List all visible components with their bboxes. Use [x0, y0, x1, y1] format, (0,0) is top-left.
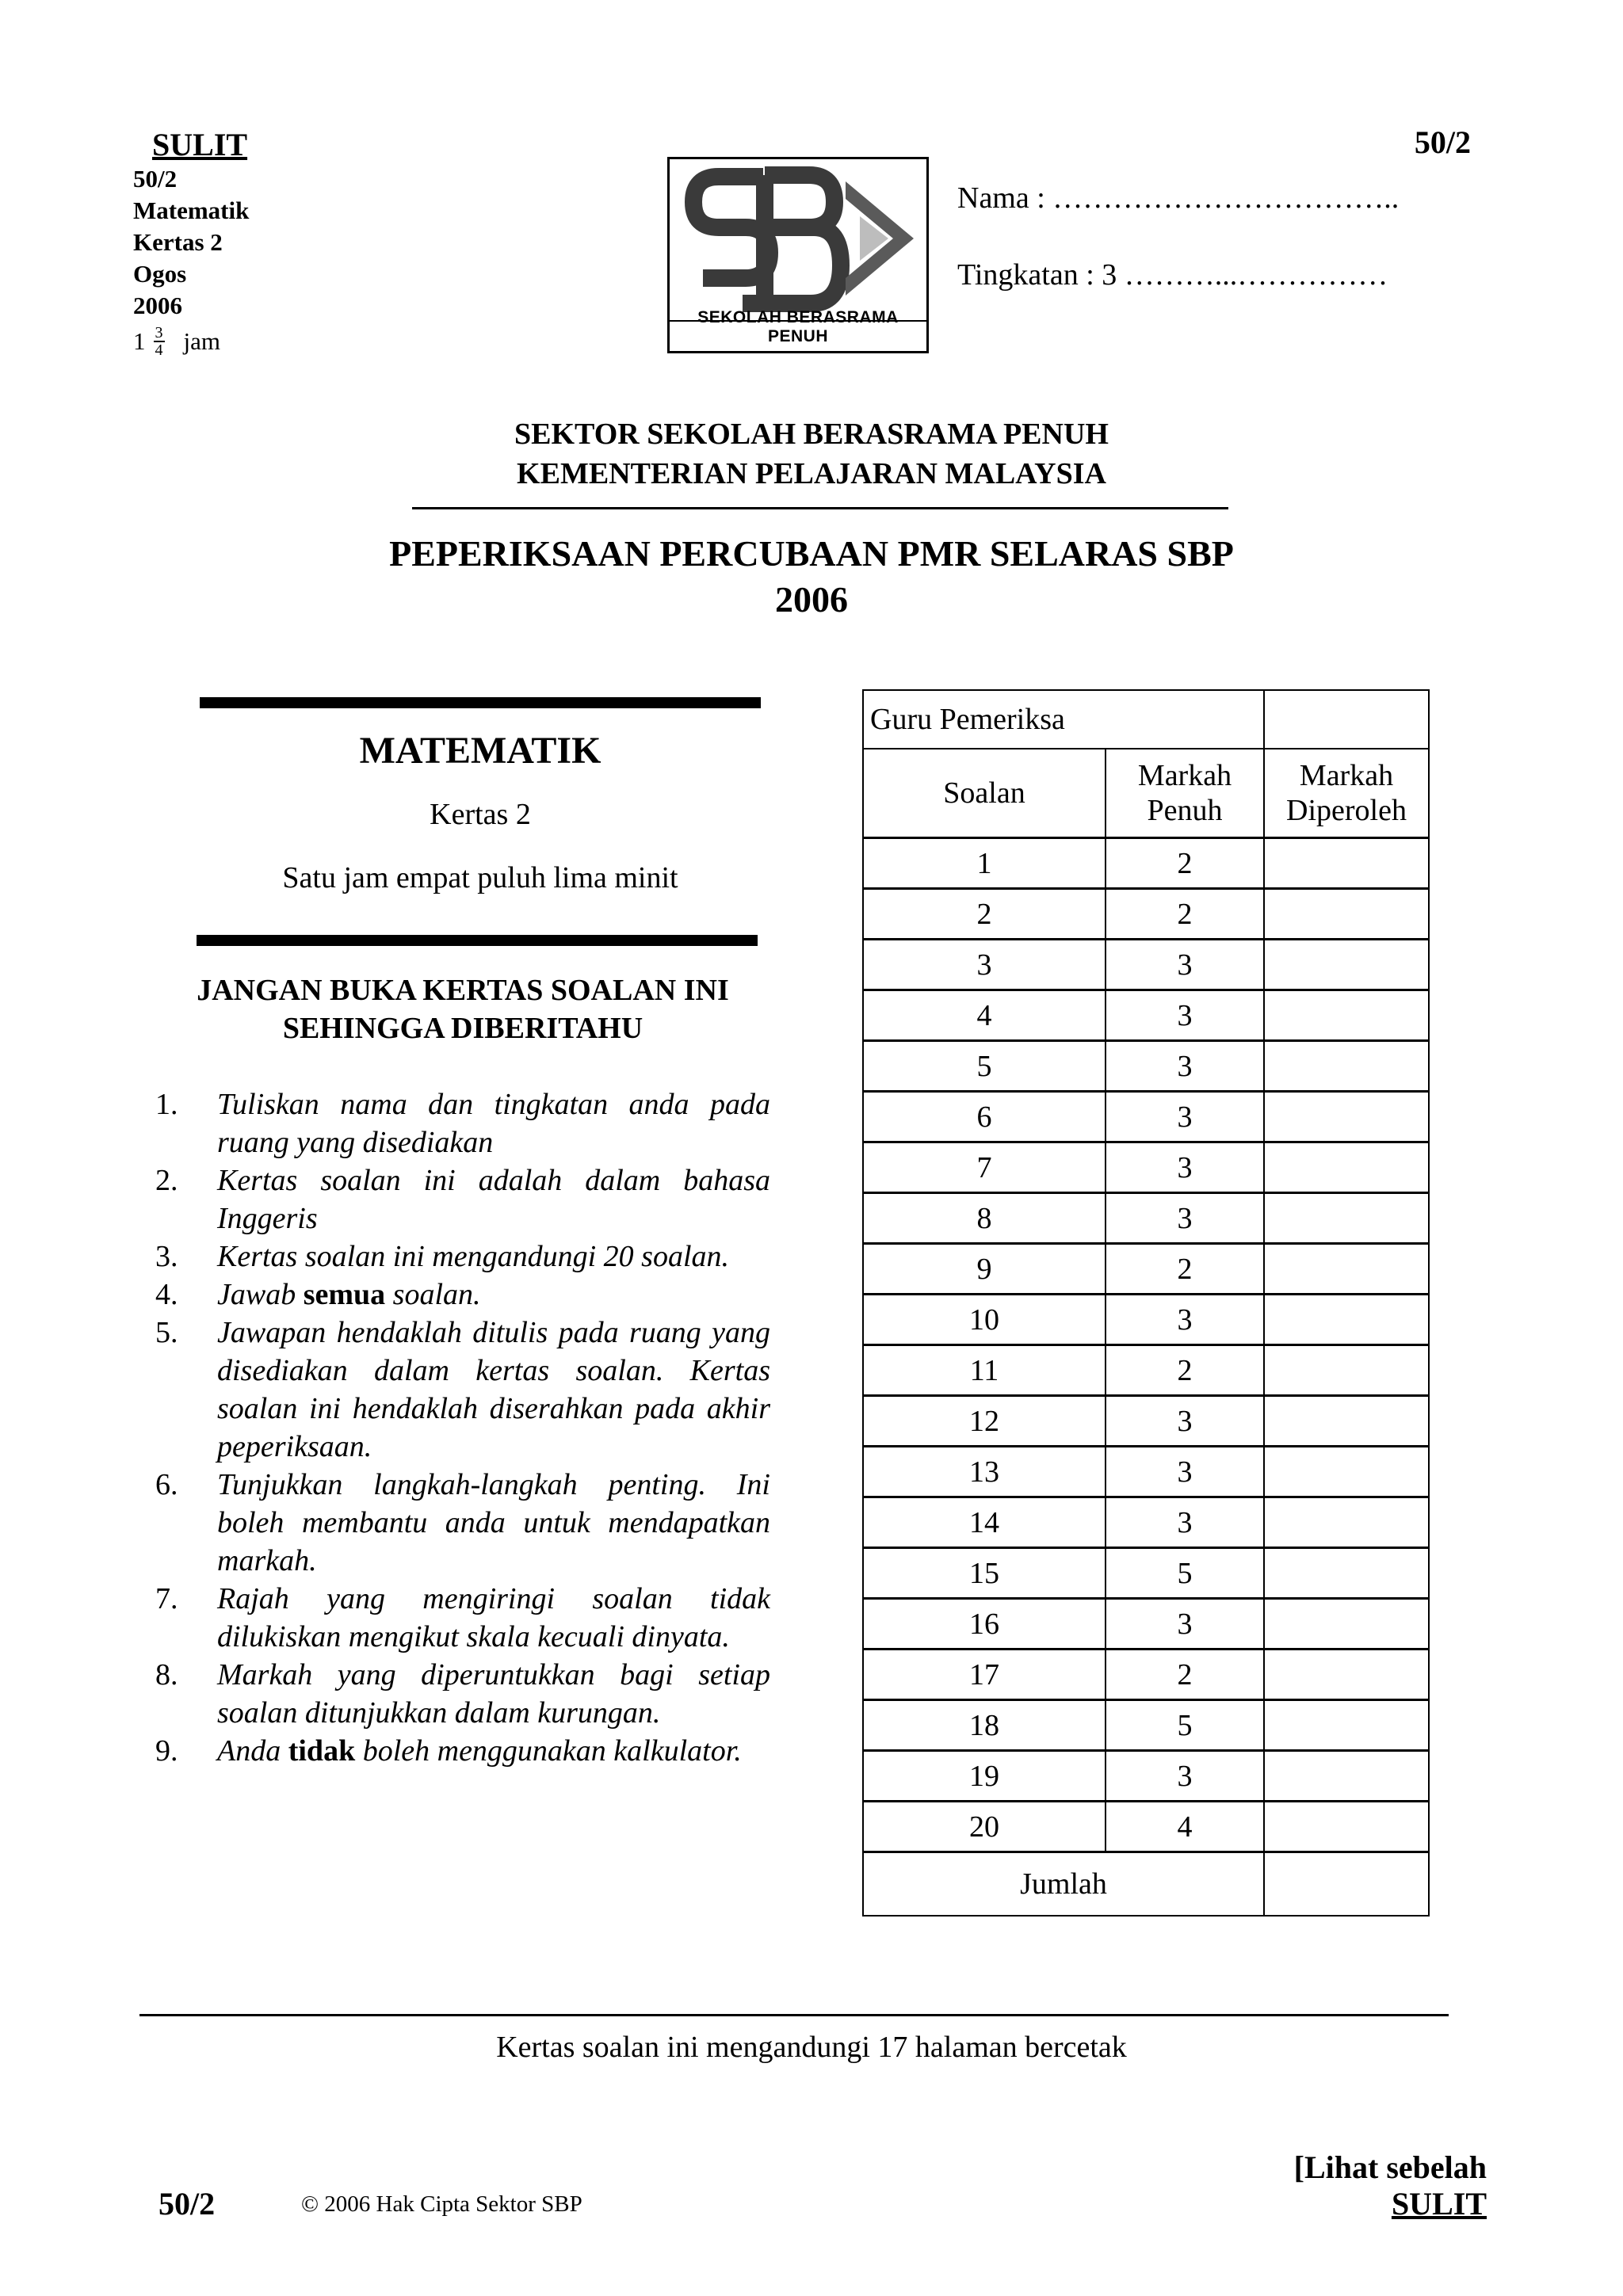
full-marks-value: 3 [1106, 1041, 1264, 1092]
table-row [863, 1142, 1429, 1193]
question-number: 3 [863, 940, 1106, 990]
full-marks-value: 3 [1106, 1295, 1264, 1345]
marks-obtained-field[interactable] [1264, 1193, 1429, 1244]
instruction-item [155, 1732, 770, 1770]
full-marks-value: 2 [1106, 838, 1264, 889]
marks-obtained-field[interactable] [1264, 1447, 1429, 1497]
table-row [863, 1447, 1429, 1497]
ministry-title: KEMENTERIAN PELAJARAN MALAYSIA [517, 457, 1106, 490]
instruction-text-bold: semua [303, 1278, 386, 1311]
table-row [863, 1295, 1429, 1345]
instruction-text: Kertas soalan ini adalah dalam bahasa Inggeris [217, 1164, 770, 1235]
title-divider [412, 507, 1228, 509]
instruction-text: Markah yang diperuntukkan bagi setiap soalan ditunjukkan dalam kurungan. [217, 1658, 770, 1730]
question-number: 15 [863, 1548, 1106, 1599]
marks-obtained-field[interactable] [1264, 838, 1429, 889]
full-marks-value: 5 [1106, 1548, 1264, 1599]
instruction-item [155, 1466, 770, 1580]
question-number: 6 [863, 1092, 1106, 1142]
full-marks-value: 3 [1106, 1193, 1264, 1244]
sbp-logo [667, 157, 929, 353]
full-marks-value: 3 [1106, 1092, 1264, 1142]
question-number: 17 [863, 1650, 1106, 1700]
table-row [863, 1396, 1429, 1447]
table-row [863, 1497, 1429, 1548]
instruction-text-bold: tidak [288, 1734, 356, 1768]
duration-text: Satu jam empat puluh lima minit [282, 861, 678, 894]
marks-obtained-field[interactable] [1264, 1295, 1429, 1345]
see-next-page: [Lihat sebelah [1293, 2149, 1487, 2185]
name-field-line: Nama : …………………………….. [957, 181, 1400, 215]
marks-obtained-field[interactable] [1264, 1092, 1429, 1142]
marks-obtained-field[interactable] [1264, 1650, 1429, 1700]
full-marks-value: 2 [1106, 1650, 1264, 1700]
instructions-list [155, 1085, 770, 1770]
header-info [133, 127, 249, 361]
instruction-text: Jawapan hendaklah ditulis pada ruang yang disediakan dalam kertas soalan. Kertas soalan ini hendaklah diserahkan pada akhir peperiksaan. [217, 1316, 770, 1463]
total-row [863, 1852, 1429, 1917]
instruction-number: 2. [155, 1164, 178, 1197]
question-number: 11 [863, 1345, 1106, 1396]
table-header-row [863, 749, 1429, 838]
full-marks-value: 2 [1106, 1345, 1264, 1396]
table-row [863, 1345, 1429, 1396]
examiner-row [863, 690, 1429, 749]
instruction-text-pre: Anda [217, 1734, 288, 1768]
marks-obtained-field[interactable] [1264, 1497, 1429, 1548]
subject-bar-top [200, 697, 761, 708]
instruction-text-post: boleh menggunakan kalkulator. [355, 1734, 742, 1768]
time-allowed [133, 322, 249, 361]
marks-obtained-field[interactable] [1264, 1751, 1429, 1802]
paper-code: 50/2 [133, 165, 178, 193]
question-number: 12 [863, 1396, 1106, 1447]
instruction-text [217, 1732, 770, 1770]
full-marks-value: 3 [1106, 940, 1264, 990]
question-number: 16 [863, 1599, 1106, 1650]
examiner-field[interactable] [1264, 690, 1429, 749]
time-unit: jam [183, 327, 220, 355]
full-marks-value: 3 [1106, 1396, 1264, 1447]
copyright-notice: © 2006 Hak Cipta Sektor SBP [301, 2191, 582, 2217]
exam-year: 2006 [133, 292, 182, 319]
column-header-marks-obtained: Markah Diperoleh [1264, 749, 1429, 838]
time-numerator: 3 [155, 324, 163, 341]
sector-title: SEKTOR SEKOLAH BERASRAMA PENUH [514, 418, 1109, 451]
instruction-text: Kertas soalan ini mengandungi 20 soalan. [217, 1240, 730, 1273]
warning-line-1: JANGAN BUKA KERTAS SOALAN INI [197, 974, 729, 1007]
logo-caption: SEKOLAH BERASRAMA PENUH [697, 308, 899, 345]
table-row [863, 990, 1429, 1041]
question-number: 5 [863, 1041, 1106, 1092]
instruction-item [155, 1085, 770, 1161]
marks-obtained-field[interactable] [1264, 889, 1429, 940]
form-field-line: Tingkatan : 3 ………...…………… [957, 258, 1388, 292]
question-number: 1 [863, 838, 1106, 889]
table-row [863, 1650, 1429, 1700]
question-number: 7 [863, 1142, 1106, 1193]
table-row [863, 1802, 1429, 1852]
table-row [863, 838, 1429, 889]
instruction-text [217, 1276, 770, 1314]
marks-obtained-field[interactable] [1264, 1548, 1429, 1599]
question-number: 19 [863, 1751, 1106, 1802]
question-number: 18 [863, 1700, 1106, 1751]
marks-obtained-field[interactable] [1264, 1345, 1429, 1396]
instruction-item [155, 1656, 770, 1732]
table-row [863, 940, 1429, 990]
total-label: Jumlah [863, 1852, 1264, 1917]
instruction-number: 5. [155, 1316, 178, 1349]
instruction-number: 6. [155, 1468, 178, 1501]
question-number: 20 [863, 1802, 1106, 1852]
subject-bar-bottom [197, 935, 758, 946]
exam-year-title: 2006 [775, 579, 848, 620]
marks-obtained-field[interactable] [1264, 1041, 1429, 1092]
table-row [863, 1041, 1429, 1092]
instruction-number: 3. [155, 1240, 178, 1273]
table-row [863, 1751, 1429, 1802]
subject-name: Matematik [133, 196, 250, 224]
sulit-label: SULIT [152, 127, 248, 162]
warning-line-2: SEHINGGA DIBERITAHU [282, 1012, 643, 1045]
marks-obtained-field[interactable] [1264, 940, 1429, 990]
marks-obtained-field[interactable] [1264, 1396, 1429, 1447]
instruction-number: 7. [155, 1582, 178, 1615]
question-number: 4 [863, 990, 1106, 1041]
marks-obtained-field[interactable] [1264, 1599, 1429, 1650]
full-marks-value: 3 [1106, 1751, 1264, 1802]
paper-code-right: 50/2 [1414, 124, 1471, 160]
full-marks-value: 3 [1106, 990, 1264, 1041]
full-marks-value: 5 [1106, 1700, 1264, 1751]
table-row [863, 1599, 1429, 1650]
paper-title: Kertas 2 [430, 798, 531, 831]
instruction-text: Tuliskan nama dan tingkatan anda pada ruang yang disediakan [217, 1088, 770, 1159]
instruction-number: 1. [155, 1088, 178, 1121]
instruction-item [155, 1580, 770, 1656]
instruction-text: Rajah yang mengiringi soalan tidak dilukiskan mengikut skala kecuali dinyata. [217, 1582, 770, 1653]
subject-title: MATEMATIK [359, 730, 601, 772]
question-number: 9 [863, 1244, 1106, 1295]
table-row [863, 1548, 1429, 1599]
question-number: 8 [863, 1193, 1106, 1244]
marks-obtained-field[interactable] [1264, 1244, 1429, 1295]
full-marks-value: 2 [1106, 1244, 1264, 1295]
question-number: 13 [863, 1447, 1106, 1497]
examiner-label: Guru Pemeriksa [863, 690, 1264, 749]
marks-obtained-field[interactable] [1264, 1142, 1429, 1193]
paper-number: Kertas 2 [133, 228, 223, 256]
table-row [863, 889, 1429, 940]
full-marks-value: 3 [1106, 1142, 1264, 1193]
instruction-number: 4. [155, 1278, 178, 1311]
column-header-full-marks: Markah Penuh [1106, 749, 1264, 838]
question-number: 2 [863, 889, 1106, 940]
full-marks-value: 4 [1106, 1802, 1264, 1852]
marks-obtained-field[interactable] [1264, 1802, 1429, 1852]
instruction-text-pre: Jawab [217, 1278, 304, 1311]
footer-sulit-label: SULIT [1391, 2186, 1487, 2222]
time-denominator: 4 [155, 341, 163, 359]
footer-paper-code: 50/2 [158, 2186, 216, 2222]
marks-obtained-field[interactable] [1264, 1700, 1429, 1751]
page-count-note: Kertas soalan ini mengandungi 17 halaman bercetak [496, 2031, 1127, 2064]
footer-divider [139, 2014, 1449, 2016]
full-marks-value: 3 [1106, 1497, 1264, 1548]
full-marks-value: 3 [1106, 1599, 1264, 1650]
instruction-number: 9. [155, 1734, 178, 1768]
time-fraction [154, 325, 165, 358]
question-number: 14 [863, 1497, 1106, 1548]
instruction-item [155, 1314, 770, 1466]
full-marks-value: 2 [1106, 889, 1264, 940]
instruction-text-post: soalan. [385, 1278, 481, 1311]
total-marks-field[interactable] [1264, 1852, 1429, 1917]
question-number: 10 [863, 1295, 1106, 1345]
time-whole: 1 [133, 327, 146, 355]
table-row [863, 1700, 1429, 1751]
table-row [863, 1092, 1429, 1142]
marks-table [862, 689, 1430, 1917]
table-row [863, 1193, 1429, 1244]
exam-month: Ogos [133, 260, 187, 288]
instruction-item [155, 1238, 770, 1276]
column-header-question: Soalan [863, 749, 1106, 838]
instruction-item [155, 1161, 770, 1238]
instruction-text: Tunjukkan langkah-langkah penting. Ini boleh membantu anda untuk mendapatkan markah. [217, 1468, 770, 1577]
full-marks-value: 3 [1106, 1447, 1264, 1497]
instruction-item [155, 1276, 770, 1314]
exam-title: PEPERIKSAAN PERCUBAAN PMR SELARAS SBP [389, 533, 1234, 574]
table-row [863, 1244, 1429, 1295]
marks-obtained-field[interactable] [1264, 990, 1429, 1041]
instruction-number: 8. [155, 1658, 178, 1691]
